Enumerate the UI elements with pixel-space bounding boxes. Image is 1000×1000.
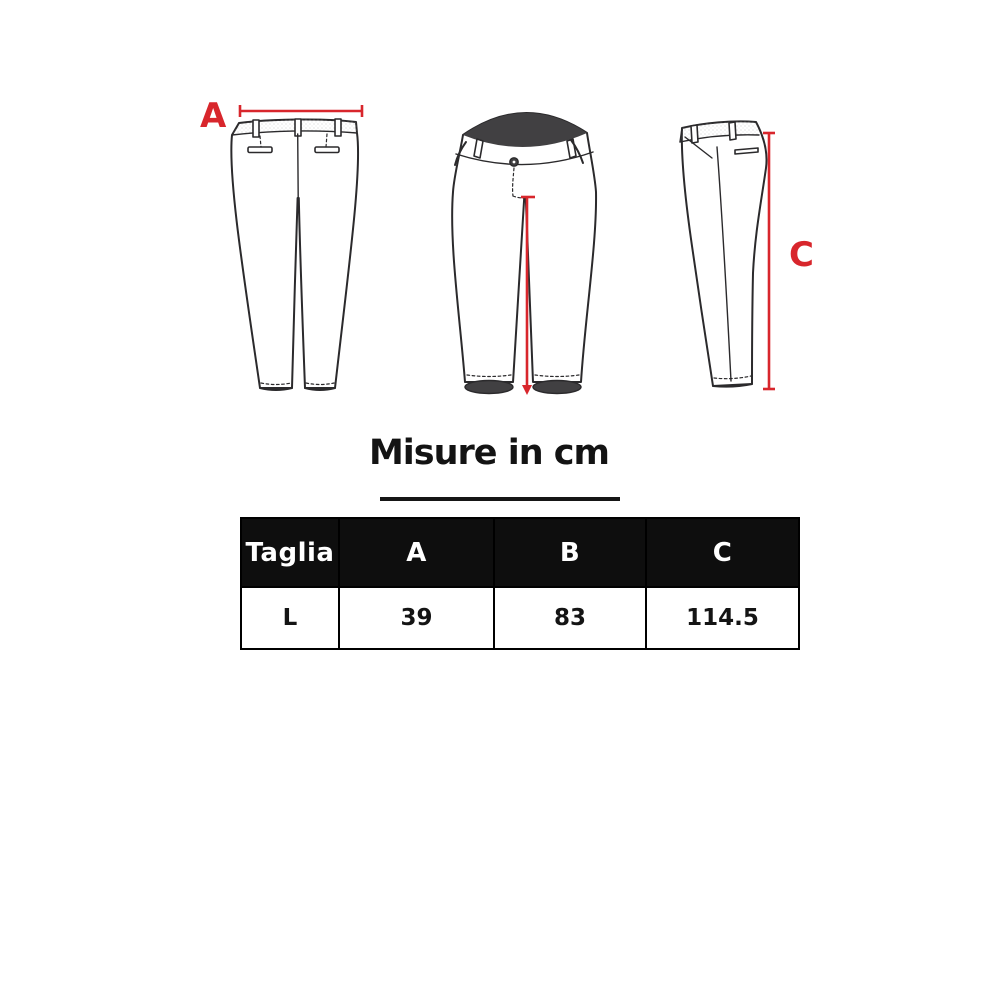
size-table	[240, 517, 800, 650]
col-header-b: B	[494, 518, 646, 587]
measure-label-a: A	[200, 96, 227, 136]
col-header-c: C	[646, 518, 799, 587]
pants-back-view-icon	[225, 95, 370, 410]
size-table-row	[241, 587, 799, 649]
pants-back-view-drawing	[225, 95, 370, 410]
col-header-taglia: Taglia	[241, 518, 339, 587]
waist-width-measure-arrow	[240, 105, 362, 117]
pants-side-view-drawing	[668, 113, 818, 398]
cell-measure-b: 83	[494, 587, 646, 649]
pants-side-view-icon	[668, 113, 818, 398]
title-underline	[380, 497, 620, 501]
size-table-header-row	[241, 518, 799, 587]
cell-size: L	[241, 587, 339, 649]
pants-front-view-icon	[450, 108, 600, 403]
pants-front-view-drawing	[450, 108, 600, 403]
measure-label-c: C	[789, 235, 814, 275]
col-header-a: A	[339, 518, 494, 587]
cell-measure-a: 39	[339, 587, 494, 649]
page-title: Misure in cm	[368, 433, 610, 473]
cell-measure-c: 114.5	[646, 587, 799, 649]
